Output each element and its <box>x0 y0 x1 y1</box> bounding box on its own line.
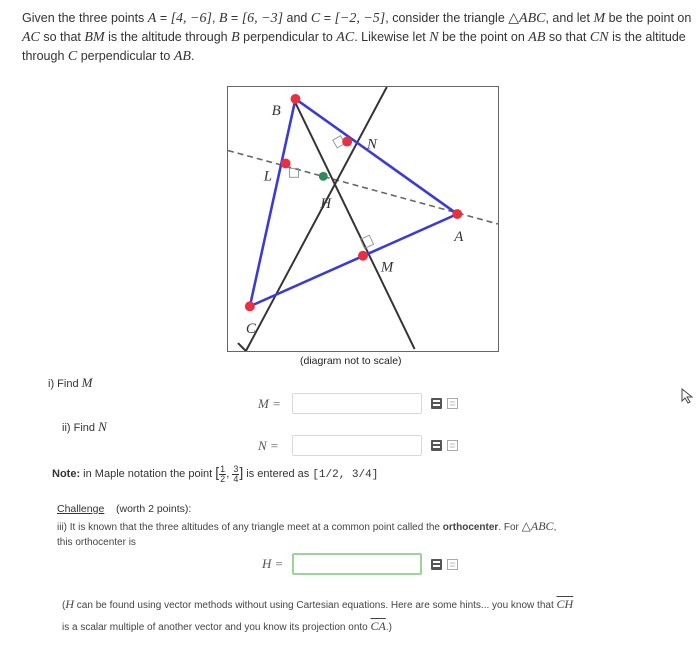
point-C <box>245 301 255 311</box>
problem-statement: Given the three points A = [4, −6], B = [6, −3] and C = [−2, −5], consider the triangle △ABC, and let M be the point on AC so that BM is the altitude through B perpendicular to AC. Likewise let N be the point on AB so that CN is the altitude through C perpendicular to AB. <box>22 11 692 64</box>
point-B <box>291 94 301 104</box>
label-M: M <box>380 259 394 276</box>
syntax-help-icon[interactable] <box>446 439 459 452</box>
challenge-title: Challenge <box>57 503 105 515</box>
m-answer-input[interactable] <box>292 393 422 414</box>
challenge-points: (worth 2 points): <box>116 503 192 515</box>
point-N <box>342 137 352 147</box>
triangle-abc <box>250 99 457 306</box>
syntax-help-icon[interactable] <box>446 558 459 571</box>
maple-notation-note: Note: in Maple notation the point [ $\frac{1}{2}$ , $\frac{3}{4}$ ] is entered as [1/2, 3/4] <box>52 463 379 484</box>
diagram-caption: (diagram not to scale) <box>300 355 402 367</box>
syntax-help-icon[interactable] <box>446 397 459 410</box>
question-2-label: ii) Find N <box>62 419 107 434</box>
preview-icon[interactable] <box>430 439 443 452</box>
hint-text: (H can be found using vector methods without using Cartesian equations. Here are some hints... you know that $\overline{CH}$ is a scalar multiple of another vector and you know its projection onto $\overline{CA}$.) <box>62 597 574 633</box>
altitude-from-B <box>294 99 415 349</box>
side-extension-CB <box>238 343 246 351</box>
label-B: B <box>271 102 281 119</box>
preview-icon[interactable] <box>430 558 443 571</box>
h-answer-input[interactable] <box>292 553 422 575</box>
label-C: C <box>245 321 256 338</box>
m-equals-label: M = <box>258 396 281 411</box>
h-equals-label: H = <box>262 556 284 571</box>
triangle-diagram <box>227 86 499 352</box>
n-equals-label: N = <box>258 438 279 453</box>
point-A <box>452 209 462 219</box>
label-H: H <box>320 196 332 213</box>
point-L <box>281 158 291 168</box>
challenge-question: iii) It is known that the three altitudes of any triangle meet at a common point called the orthocenter. For △ABC, this orthocenter is <box>57 519 557 548</box>
preview-icon[interactable] <box>430 397 443 410</box>
altitude-from-C <box>246 87 387 351</box>
question-1-label: i) Find M <box>48 375 93 390</box>
label-A: A <box>454 228 464 245</box>
point-M <box>358 251 368 261</box>
n-answer-input[interactable] <box>292 435 422 456</box>
point-H <box>319 172 328 181</box>
label-N: N <box>366 136 377 153</box>
label-L: L <box>263 168 273 185</box>
mouse-cursor-icon <box>681 388 695 404</box>
